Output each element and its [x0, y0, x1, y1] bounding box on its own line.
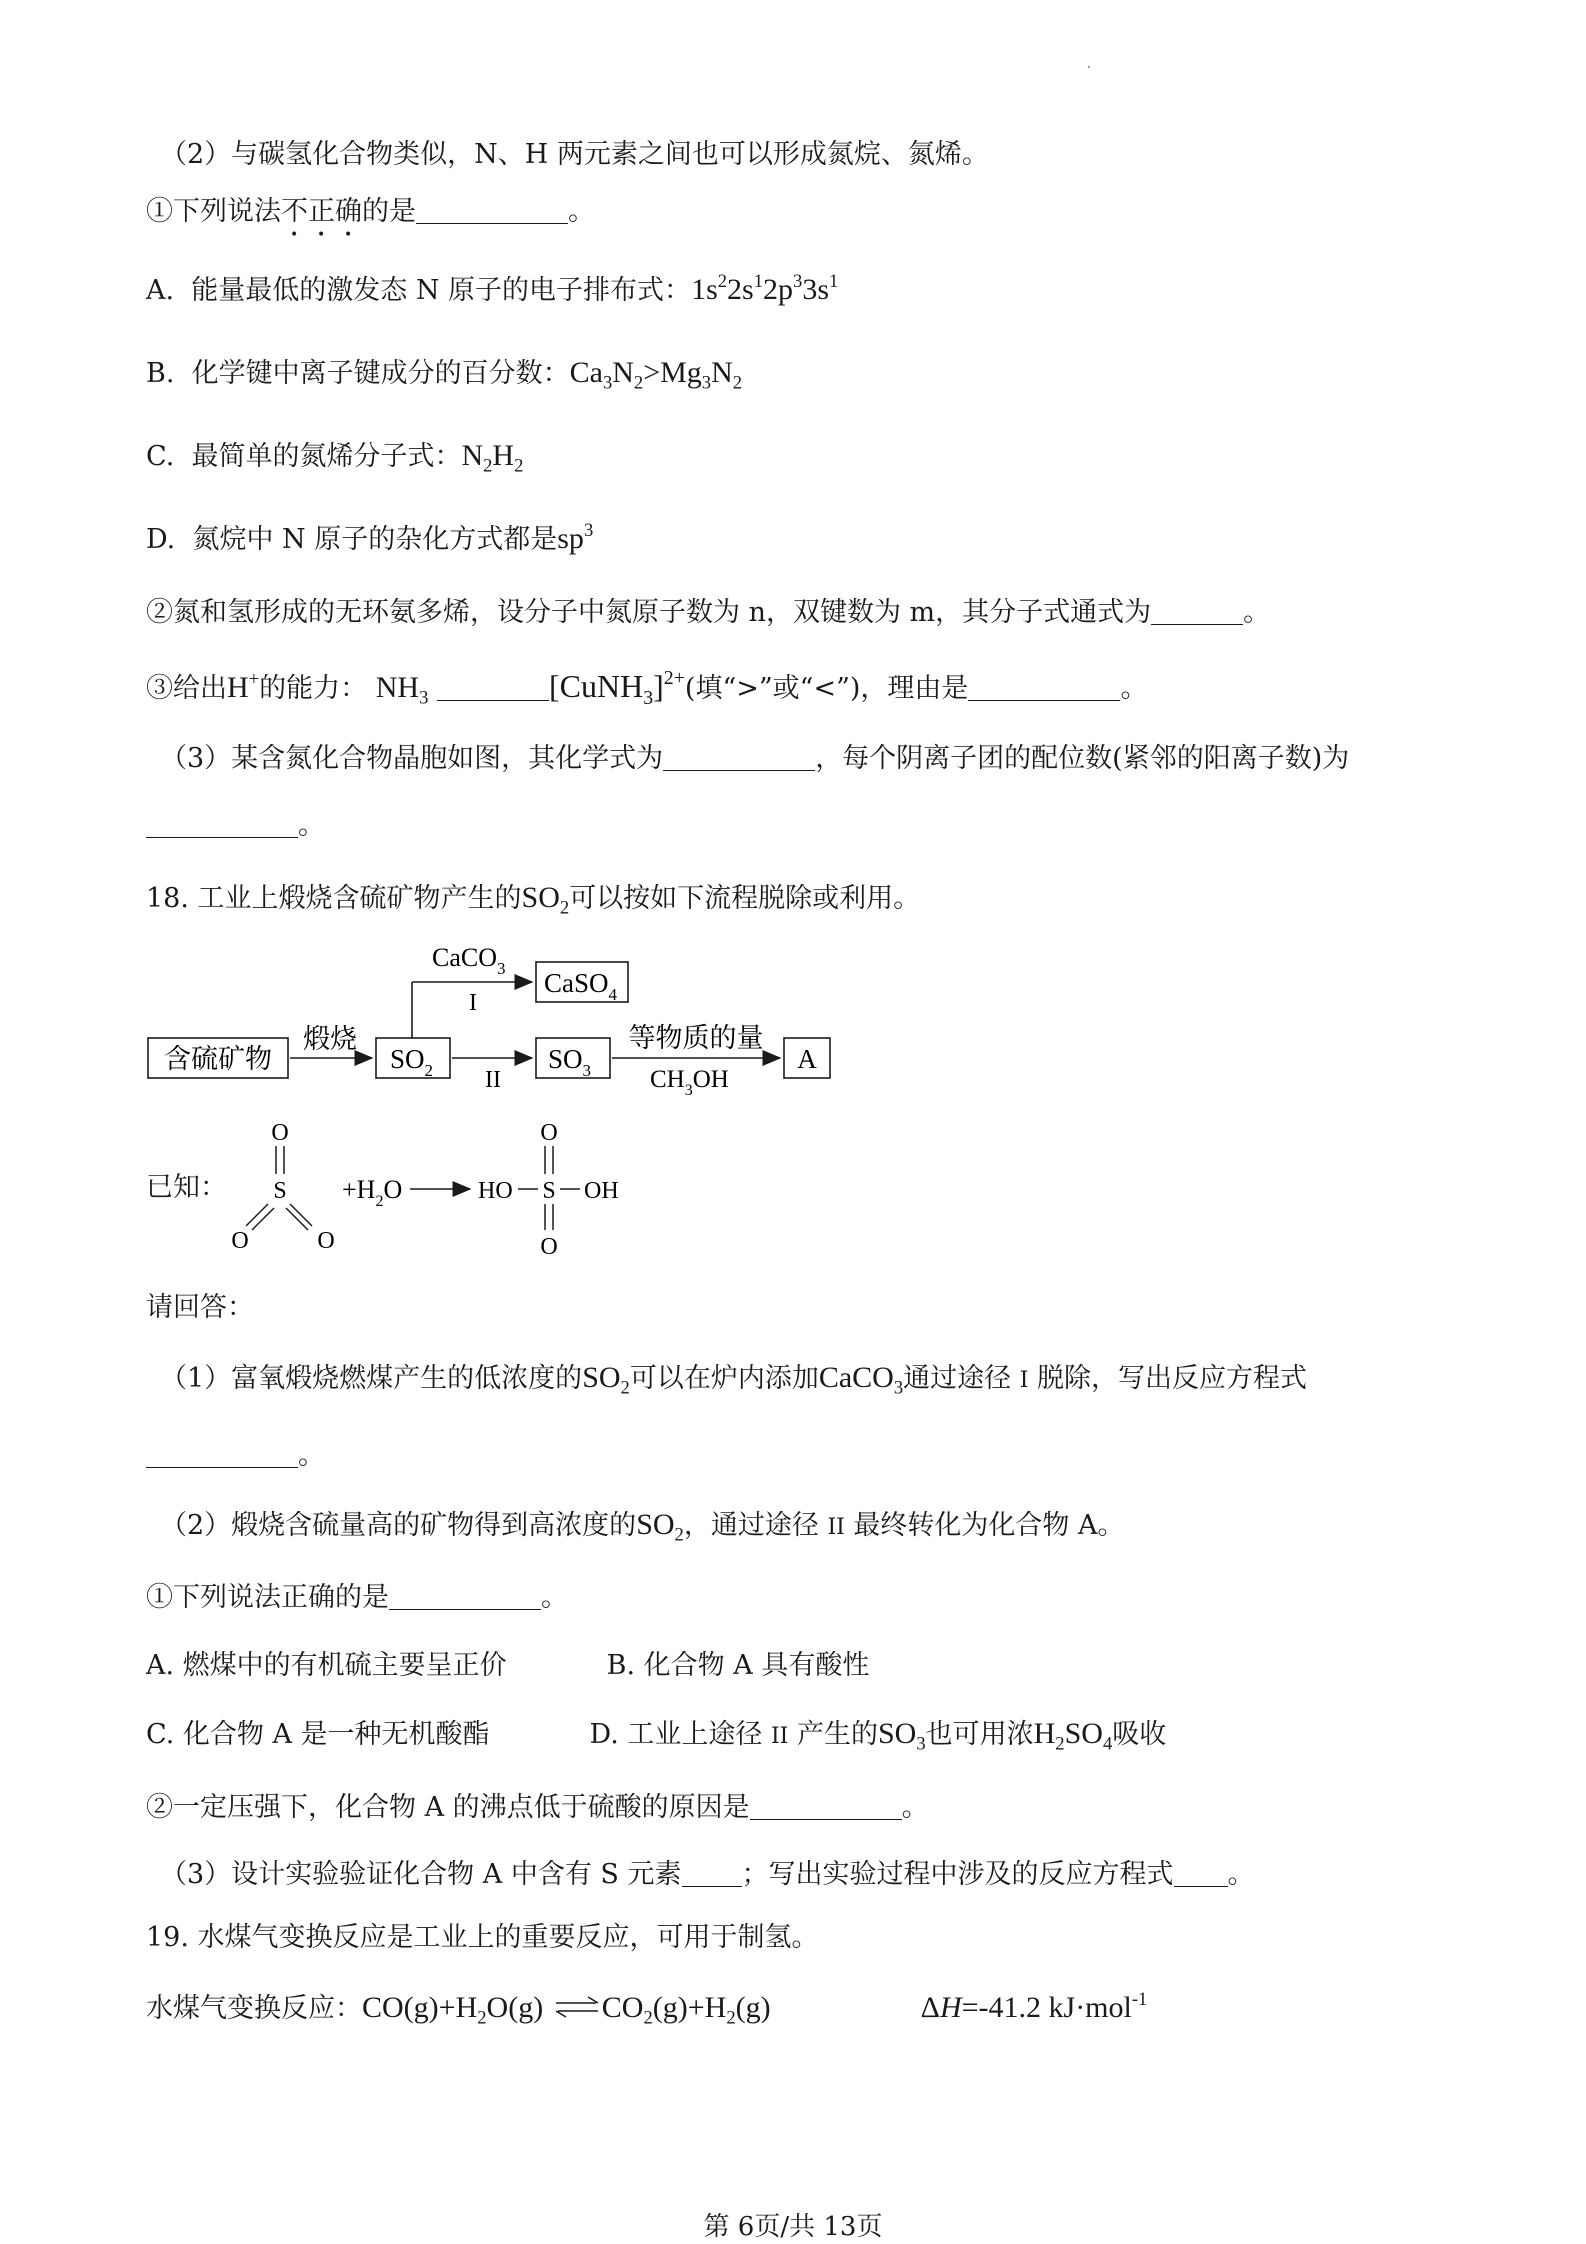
label-caco3: CaCO$_3$ [432, 943, 506, 978]
label-caso4: CaSO$_4$ [544, 968, 618, 1004]
answer-blank[interactable] [663, 744, 815, 771]
so3-o-left: O [231, 1228, 249, 1254]
label-ore: 含硫矿物 [164, 1044, 272, 1074]
hybrid-sp3: $sp^3$ [557, 519, 594, 555]
label-route2: II [485, 1067, 501, 1093]
label-a: A [797, 1044, 817, 1074]
answer-blank[interactable] [146, 1441, 298, 1468]
formula-compare: $Ca_3N_2>Mg_3N_2$ [569, 356, 743, 394]
q19-stem: 19. 水煤气变换反应是工业上的重要反应，可用于制氢。 [146, 1922, 819, 1953]
q18-part2: （2）煅烧含硫量高的矿物得到高浓度的$SO_2$，通过途径 II 最终转化为化合物 A。 [160, 1508, 1125, 1546]
so3-o-right: O [317, 1228, 335, 1254]
q18-part1-answer: 。 [146, 1438, 325, 1474]
so3-o-top: O [271, 1120, 289, 1146]
q17-2-sub1: ①下列说法不正确的是 。 [146, 196, 595, 227]
h2so4-o-bottom: O [540, 1234, 558, 1260]
answer-blank[interactable] [682, 1860, 742, 1887]
q17-3-line1: （3）某含氮化合物晶胞如图，其化学式为 ，每个阴离子团的配位数(紧邻的阳离子数)为 [160, 743, 1350, 774]
q17-3-line2: 。 [146, 808, 325, 844]
page-footer: 第 6页/共 13页 [703, 2212, 883, 2242]
answer-blank[interactable] [416, 197, 568, 224]
so3-s: S [273, 1178, 287, 1204]
q17-2-intro: （2）与碳氢化合物类似，N、H 两元素之间也可以形成氮烷、氮烯。 [160, 139, 989, 170]
scan-speck [1088, 66, 1090, 68]
label-equal-amount: 等物质的量 [628, 1023, 764, 1053]
q17-2-option-d: D. 氮烷中 N 原子的杂化方式都是$sp^3$ [146, 519, 594, 555]
q18-options-ab: A. 燃煤中的有机硫主要呈正价 B. 化合物 A 具有酸性 [146, 1650, 870, 1681]
answer-blank[interactable] [146, 811, 298, 838]
answer-blank[interactable] [1151, 598, 1243, 625]
answer-blank[interactable] [1174, 1860, 1228, 1887]
answer-blank[interactable] [389, 1583, 541, 1610]
label-calcine: 煅烧 [303, 1024, 357, 1054]
h2so4-oh: OH [584, 1178, 619, 1204]
q17-2-option-a: A. 能量最低的激发态 N 原子的电子排布式：$1s^22s^12p^33s^1$ [146, 270, 839, 306]
q18-stem: 18. 工业上煅烧含硫矿物产生的$SO_2$可以按如下流程脱除或利用。 [146, 881, 921, 919]
label-route1: I [469, 990, 477, 1016]
answer-blank[interactable] [437, 674, 549, 701]
q17-2-option-c: C. 最简单的氮烯分子式：$N_2H_2$ [146, 439, 524, 477]
label-ch3oh: $CH_3OH$ [650, 1066, 729, 1099]
h2so4-o-top: O [540, 1120, 558, 1146]
equilibrium-arrow [552, 1995, 602, 2019]
label-so3: $SO_3$ [548, 1044, 592, 1080]
answer-blank[interactable] [968, 674, 1120, 701]
q18-part3: （3）设计实验验证化合物 A 中含有 S 元素 ；写出实验过程中涉及的反应方程式 。 [160, 1859, 1255, 1890]
q18-part2-sub2: ②一定压强下，化合物 A 的沸点低于硫酸的原因是 。 [146, 1792, 929, 1823]
h2so4-s: S [542, 1178, 556, 1204]
known-reaction [220, 1110, 660, 1260]
q18-part2-sub1: ①下列说法正确的是 。 [146, 1582, 568, 1613]
label-so2: $SO_2$ [390, 1044, 434, 1080]
known-label: 已知： [146, 1172, 227, 1203]
q17-2-sub3: ③给出H+的能力： $NH_3$ [CuNH$_3$]$^{2+}$(填“>”或“<”)，理由是 。 [146, 667, 1148, 709]
q18-options-cd: C. 化合物 A 是一种无机酸酯 D. 工业上途径 II 产生的$SO_3$也可用浓$H_2SO_4$吸收 [146, 1717, 1167, 1755]
q18-part1: （1）富氧煅烧燃煤产生的低浓度的$SO_2$可以在炉内添加CaCO$_3$通过途径 I 脱除，写出反应方程式 [160, 1361, 1308, 1399]
h2so4-ho: HO [478, 1178, 513, 1204]
q18-ask: 请回答： [146, 1292, 254, 1323]
answer-blank[interactable] [750, 1793, 902, 1820]
plus-h2o: $+H_2O$ [342, 1175, 403, 1210]
electron-config: $1s^22s^12p^33s^1$ [691, 270, 839, 306]
q17-2-option-b: B. 化学键中离子键成分的百分数：$Ca_3N_2>Mg_3N_2$ [146, 356, 743, 394]
flow-diagram [140, 930, 860, 1100]
formula-n2h2: $N_2H_2$ [461, 439, 524, 477]
q17-2-sub2: ②氮和氢形成的无环氨多烯，设分子中氮原子数为 n，双键数为 m，其分子式通式为 。 [146, 597, 1271, 628]
q19-equation: 水煤气变换反应：$CO(g)+H_2O(g)$ $CO_2(g)+H_2(g)$ ΔH=-41.2 kJ·mol$^{-1}$ [146, 1988, 1148, 2029]
